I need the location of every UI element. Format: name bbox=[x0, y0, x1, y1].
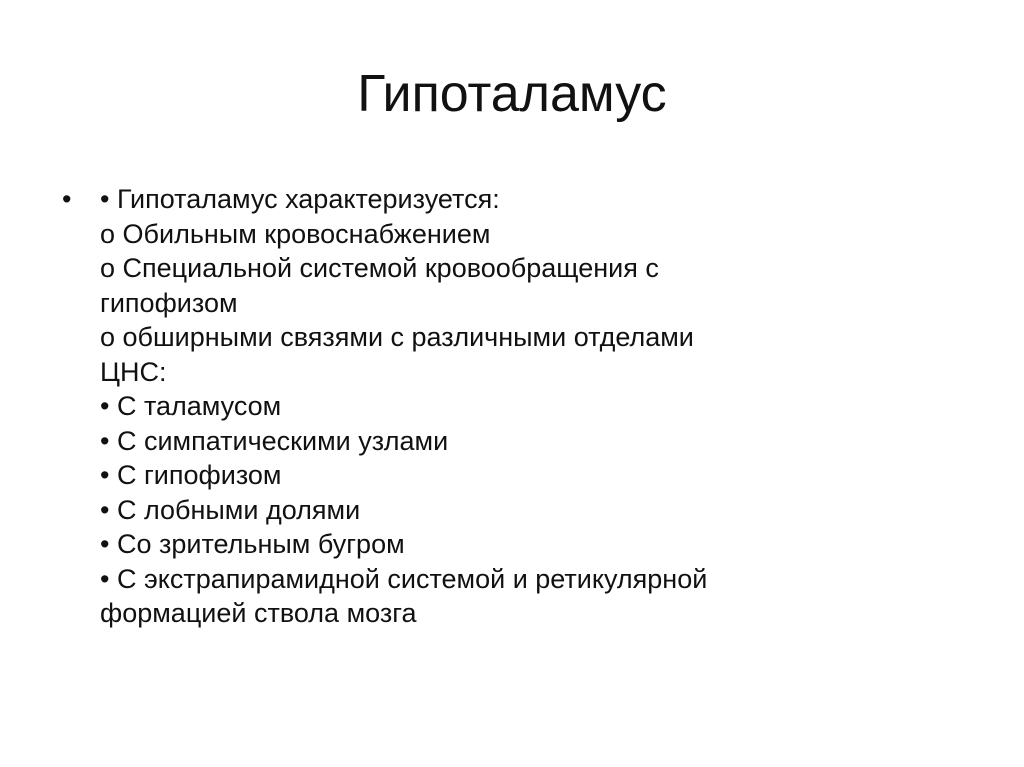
text-line: • С гипофизом bbox=[100, 460, 282, 490]
text-line: • С симпатическими узлами bbox=[100, 425, 449, 456]
bullet-text bbox=[100, 182, 962, 631]
text-line: • С экстрапирамидной системой и ретикулярной bbox=[100, 563, 708, 594]
text-line: • С лобными долями bbox=[100, 494, 361, 525]
bullet-item bbox=[62, 182, 962, 631]
slide-content bbox=[62, 182, 962, 631]
slide-title: Гипоталамус bbox=[357, 65, 667, 123]
text-line: o Обильным кровоснабжением bbox=[100, 218, 491, 249]
text-line: • Со зрительным бугром bbox=[100, 529, 405, 559]
bullet-marker: • bbox=[62, 184, 72, 214]
text-line: • Гипоталамус характеризуется: bbox=[100, 184, 500, 214]
text-line: o обширными связями с различными отделами bbox=[100, 322, 694, 352]
text-line: ЦНС: bbox=[100, 356, 167, 387]
text-line: • С таламусом bbox=[100, 391, 282, 421]
text-line: o Специальной системой кровообращения с bbox=[100, 253, 659, 283]
text-line: гипофизом bbox=[100, 287, 238, 318]
text-line: формацией ствола мозга bbox=[100, 598, 417, 628]
